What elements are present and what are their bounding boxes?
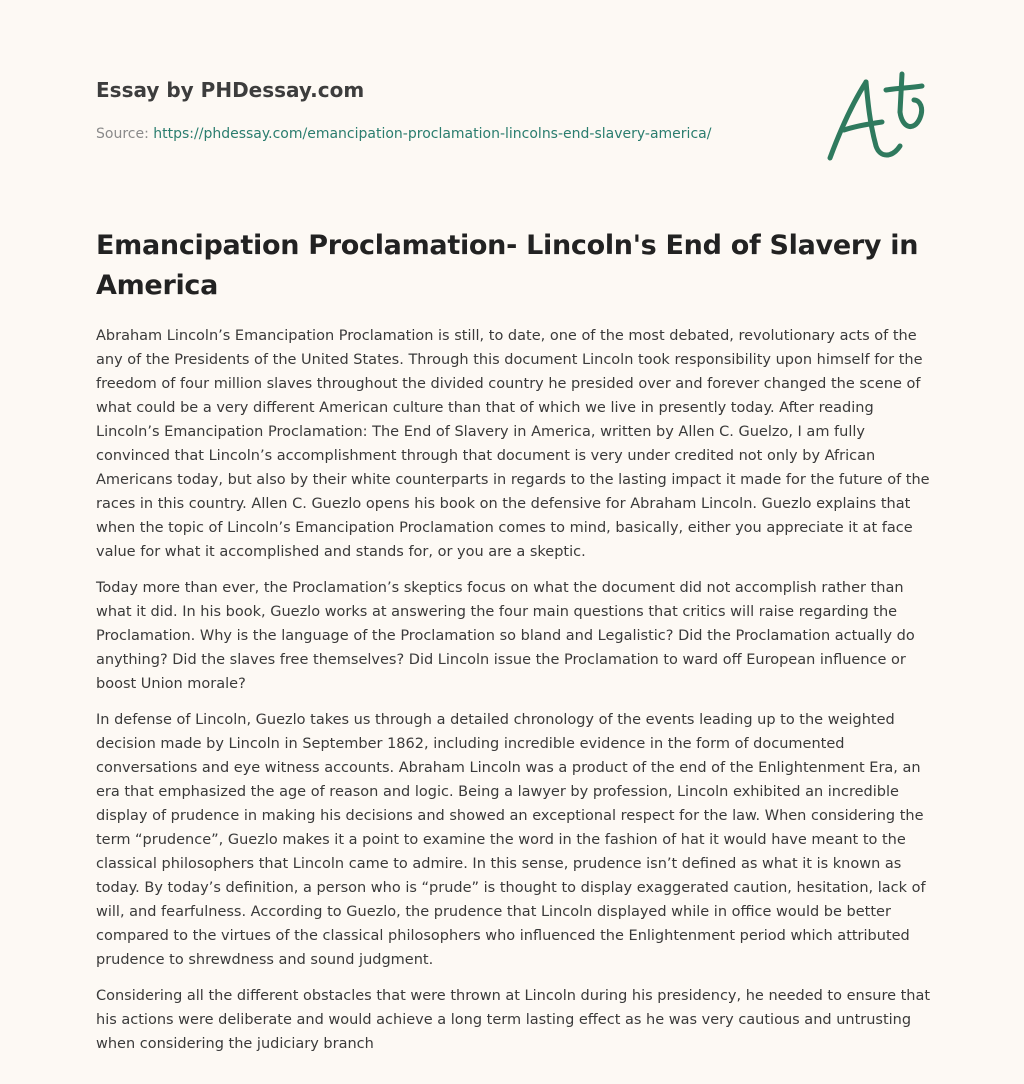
a-plus-grade-logo [820,66,930,166]
essay-header [96,76,856,144]
essay-title: Emancipation Proclamation- Lincoln's End of Slavery in America [96,230,919,301]
essay-content [96,226,932,1068]
a-plus-icon [820,66,930,166]
source-label: Source: [96,126,154,142]
source-link[interactable]: https://phdessay.com/emancipation-proclamation-lincolns-end-slavery-america/ [153,126,712,142]
essay-paragraph: In defense of Lincoln, Guezlo takes us through a detailed chronology of the events leading up to the weighted decision made by Lincoln in September 1862, including incredible evidence in the form of documented conversations and eye witness accounts. Abraham Lincoln was a product of the end of the Enlightenment Era, an era that emphasized the age of reason and logic. Being a lawyer by profession, Lincoln exhibited an incredible display of prudence in making his decisions and showed an exceptional respect for the law. When considering the term “prudence”, Guezlo makes it a point to examine the word in the fashion of hat it would have meant to the classical philosophers that Lincoln came to admire. In this sense, prudence isn’t defined as what it is known as today. By today’s definition, a person who is “prude” is thought to display exaggerated caution, hesitation, lack of will, and fearfulness. According to Guezlo, the prudence that Lincoln displayed while in office would be better compared to the virtues of the classical philosophers who influenced the Enlightenment period which attributed prudence to shrewdness and sound judgment. [96,712,926,968]
essay-paragraph: Abraham Lincoln’s Emancipation Proclamation is still, to date, one of the most debated, revolutionary acts of the any of the Presidents of the United States. Through this document Lincoln took responsibility upon himself for the freedom of four million slaves throughout the divided country he presided over and forever changed the scene of what could be a very different American culture than that of which we live in presently today. After reading Lincoln’s Emancipation Proclamation: The End of Slavery in America, written by Allen C. Guelzo, I am fully convinced that Lincoln’s accomplishment through that document is very under credited not only by African Americans today, but also by their white counterparts in regards to the lasting impact it made for the future of the races in this country. Allen C. Guezlo opens his book on the defensive for Abraham Lincoln. Guezlo explains that when the topic of Lincoln’s Emancipation Proclamation comes to mind, basically, either you appreciate it at face value for what it accomplished and stands for, or you are a skeptic. [96,328,930,560]
site-brand: Essay by PHDessay.com [96,78,365,102]
essay-paragraph: Today more than ever, the Proclamation’s skeptics focus on what the document did not accomplish rather than what it did. In his book, Guezlo works at answering the four main questions that critics will raise regarding the Proclamation. Why is the language of the Proclamation so bland and Legalistic? Did the Proclamation actually do anything? Did the slaves free themselves? Did Lincoln issue the Proclamation to ward off European influence or boost Union morale? [96,580,915,692]
source-line [96,124,856,144]
essay-paragraph: Considering all the different obstacles that were thrown at Lincoln during his presidency, he needed to ensure that his actions were deliberate and would achieve a long term lasting effect as he was very cautious and untrusting when considering the judiciary branch [96,988,931,1052]
